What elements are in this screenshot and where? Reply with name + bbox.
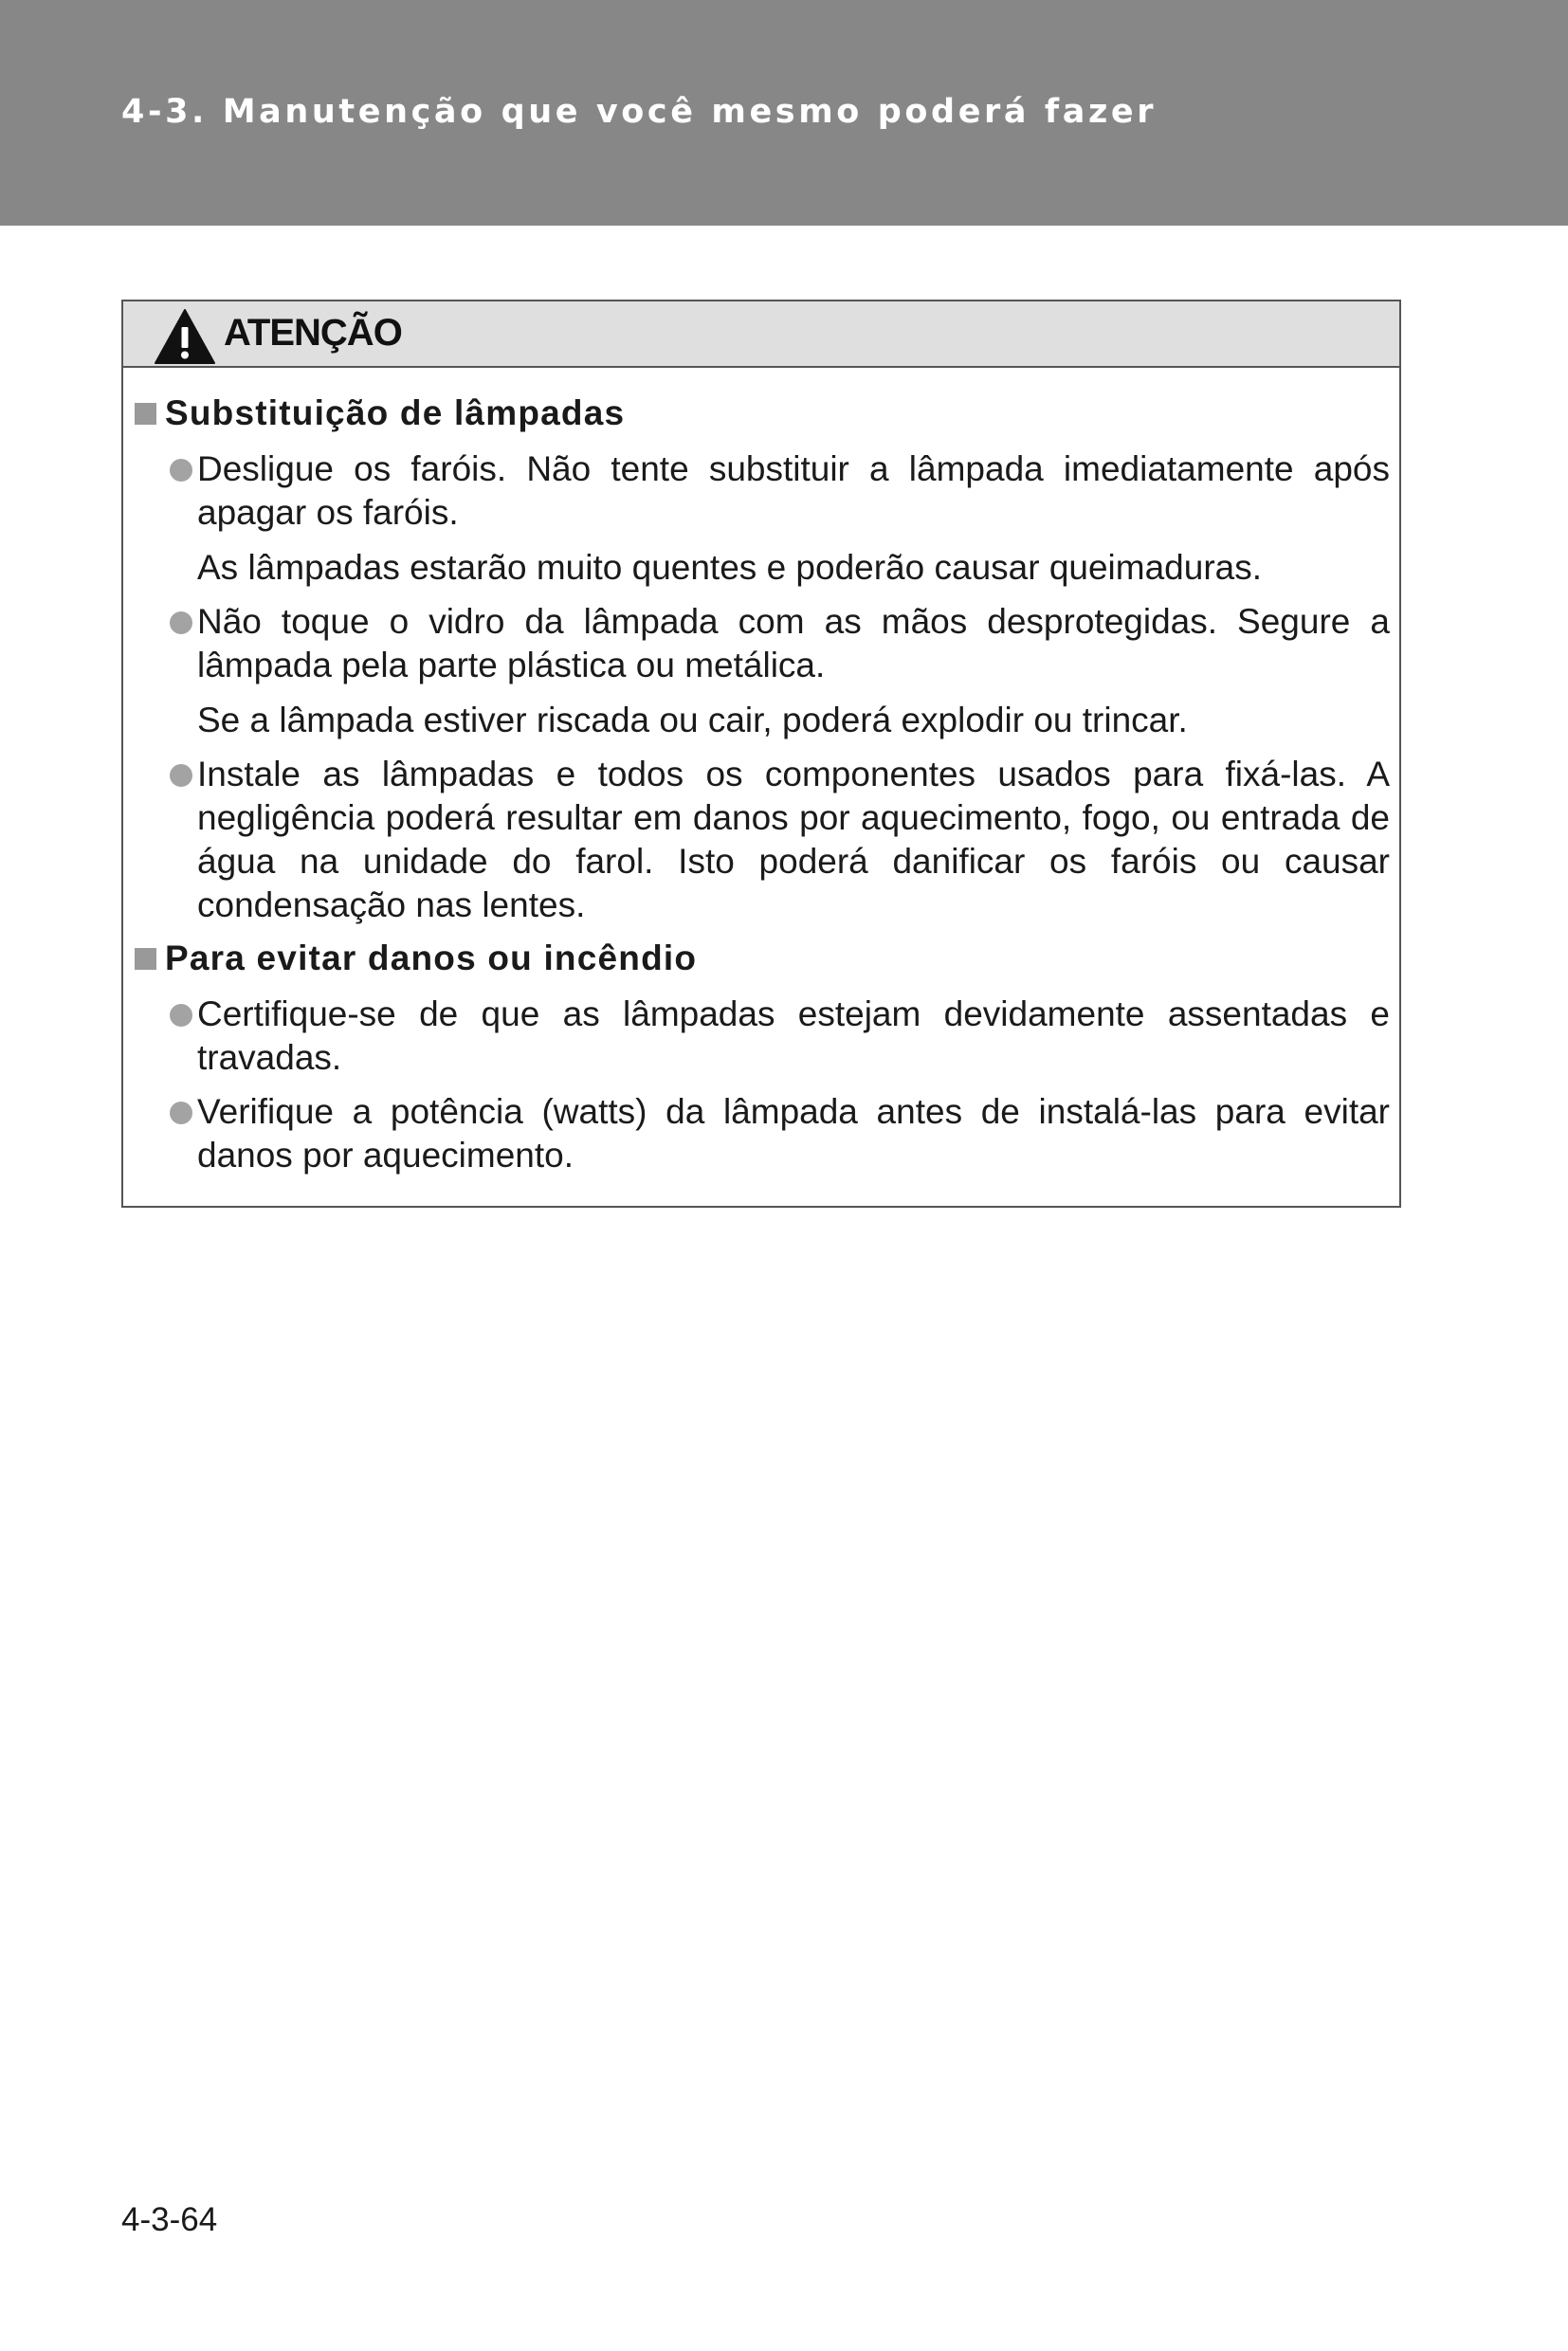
chapter-header-band [0, 0, 1568, 226]
round-bullet-icon [170, 1102, 192, 1124]
round-bullet-icon [170, 764, 192, 787]
round-bullet-icon [170, 611, 192, 634]
warning-item-note: As lâmpadas estarão muito quentes e poderão causar queimaduras. [197, 548, 1263, 587]
warning-item-text: Instale as lâmpadas e todos os componentes usados para fixá-las. A negligência poderá resultar em danos por aquecimento, fogo, ou entrada de água na unidade do farol. Isto poderá danificar os faróis ou causar condensação nas lentes. [197, 755, 1390, 924]
warning-item-text: Verifique a potência (watts) da lâmpada antes de instalá-las para evitar danos por aquecimento. [197, 1092, 1390, 1175]
round-bullet-icon [170, 459, 192, 482]
warning-item-text: Certifique-se de que as lâmpadas estejam devidamente assentadas e travadas. [197, 994, 1390, 1077]
warning-item-note: Se a lâmpada estiver riscada ou cair, poderá explodir ou trincar. [197, 701, 1188, 739]
square-bullet-icon [135, 948, 156, 970]
warning-item-text: Desligue os faróis. Não tente substituir a lâmpada imediatamente após apagar os faróis. [197, 449, 1390, 532]
warning-header [123, 301, 1399, 368]
warning-triangle-icon [154, 308, 216, 365]
page-number: 4-3-64 [121, 2201, 218, 2238]
chapter-section-title: 4-3. Manutenção que você mesmo poderá fazer [121, 93, 1158, 131]
square-bullet-icon [135, 403, 156, 425]
warning-item-text: Não toque o vidro da lâmpada com as mãos desprotegidas. Segure a lâmpada pela parte plástica ou metálica. [197, 602, 1390, 684]
warning-label: ATENÇÃO [224, 312, 402, 354]
warning-box [121, 300, 1401, 1208]
section-title-avoid-damage: Para evitar danos ou incêndio [165, 939, 698, 977]
section-title-bulb-replacement: Substituição de lâmpadas [165, 393, 626, 432]
round-bullet-icon [170, 1004, 192, 1027]
